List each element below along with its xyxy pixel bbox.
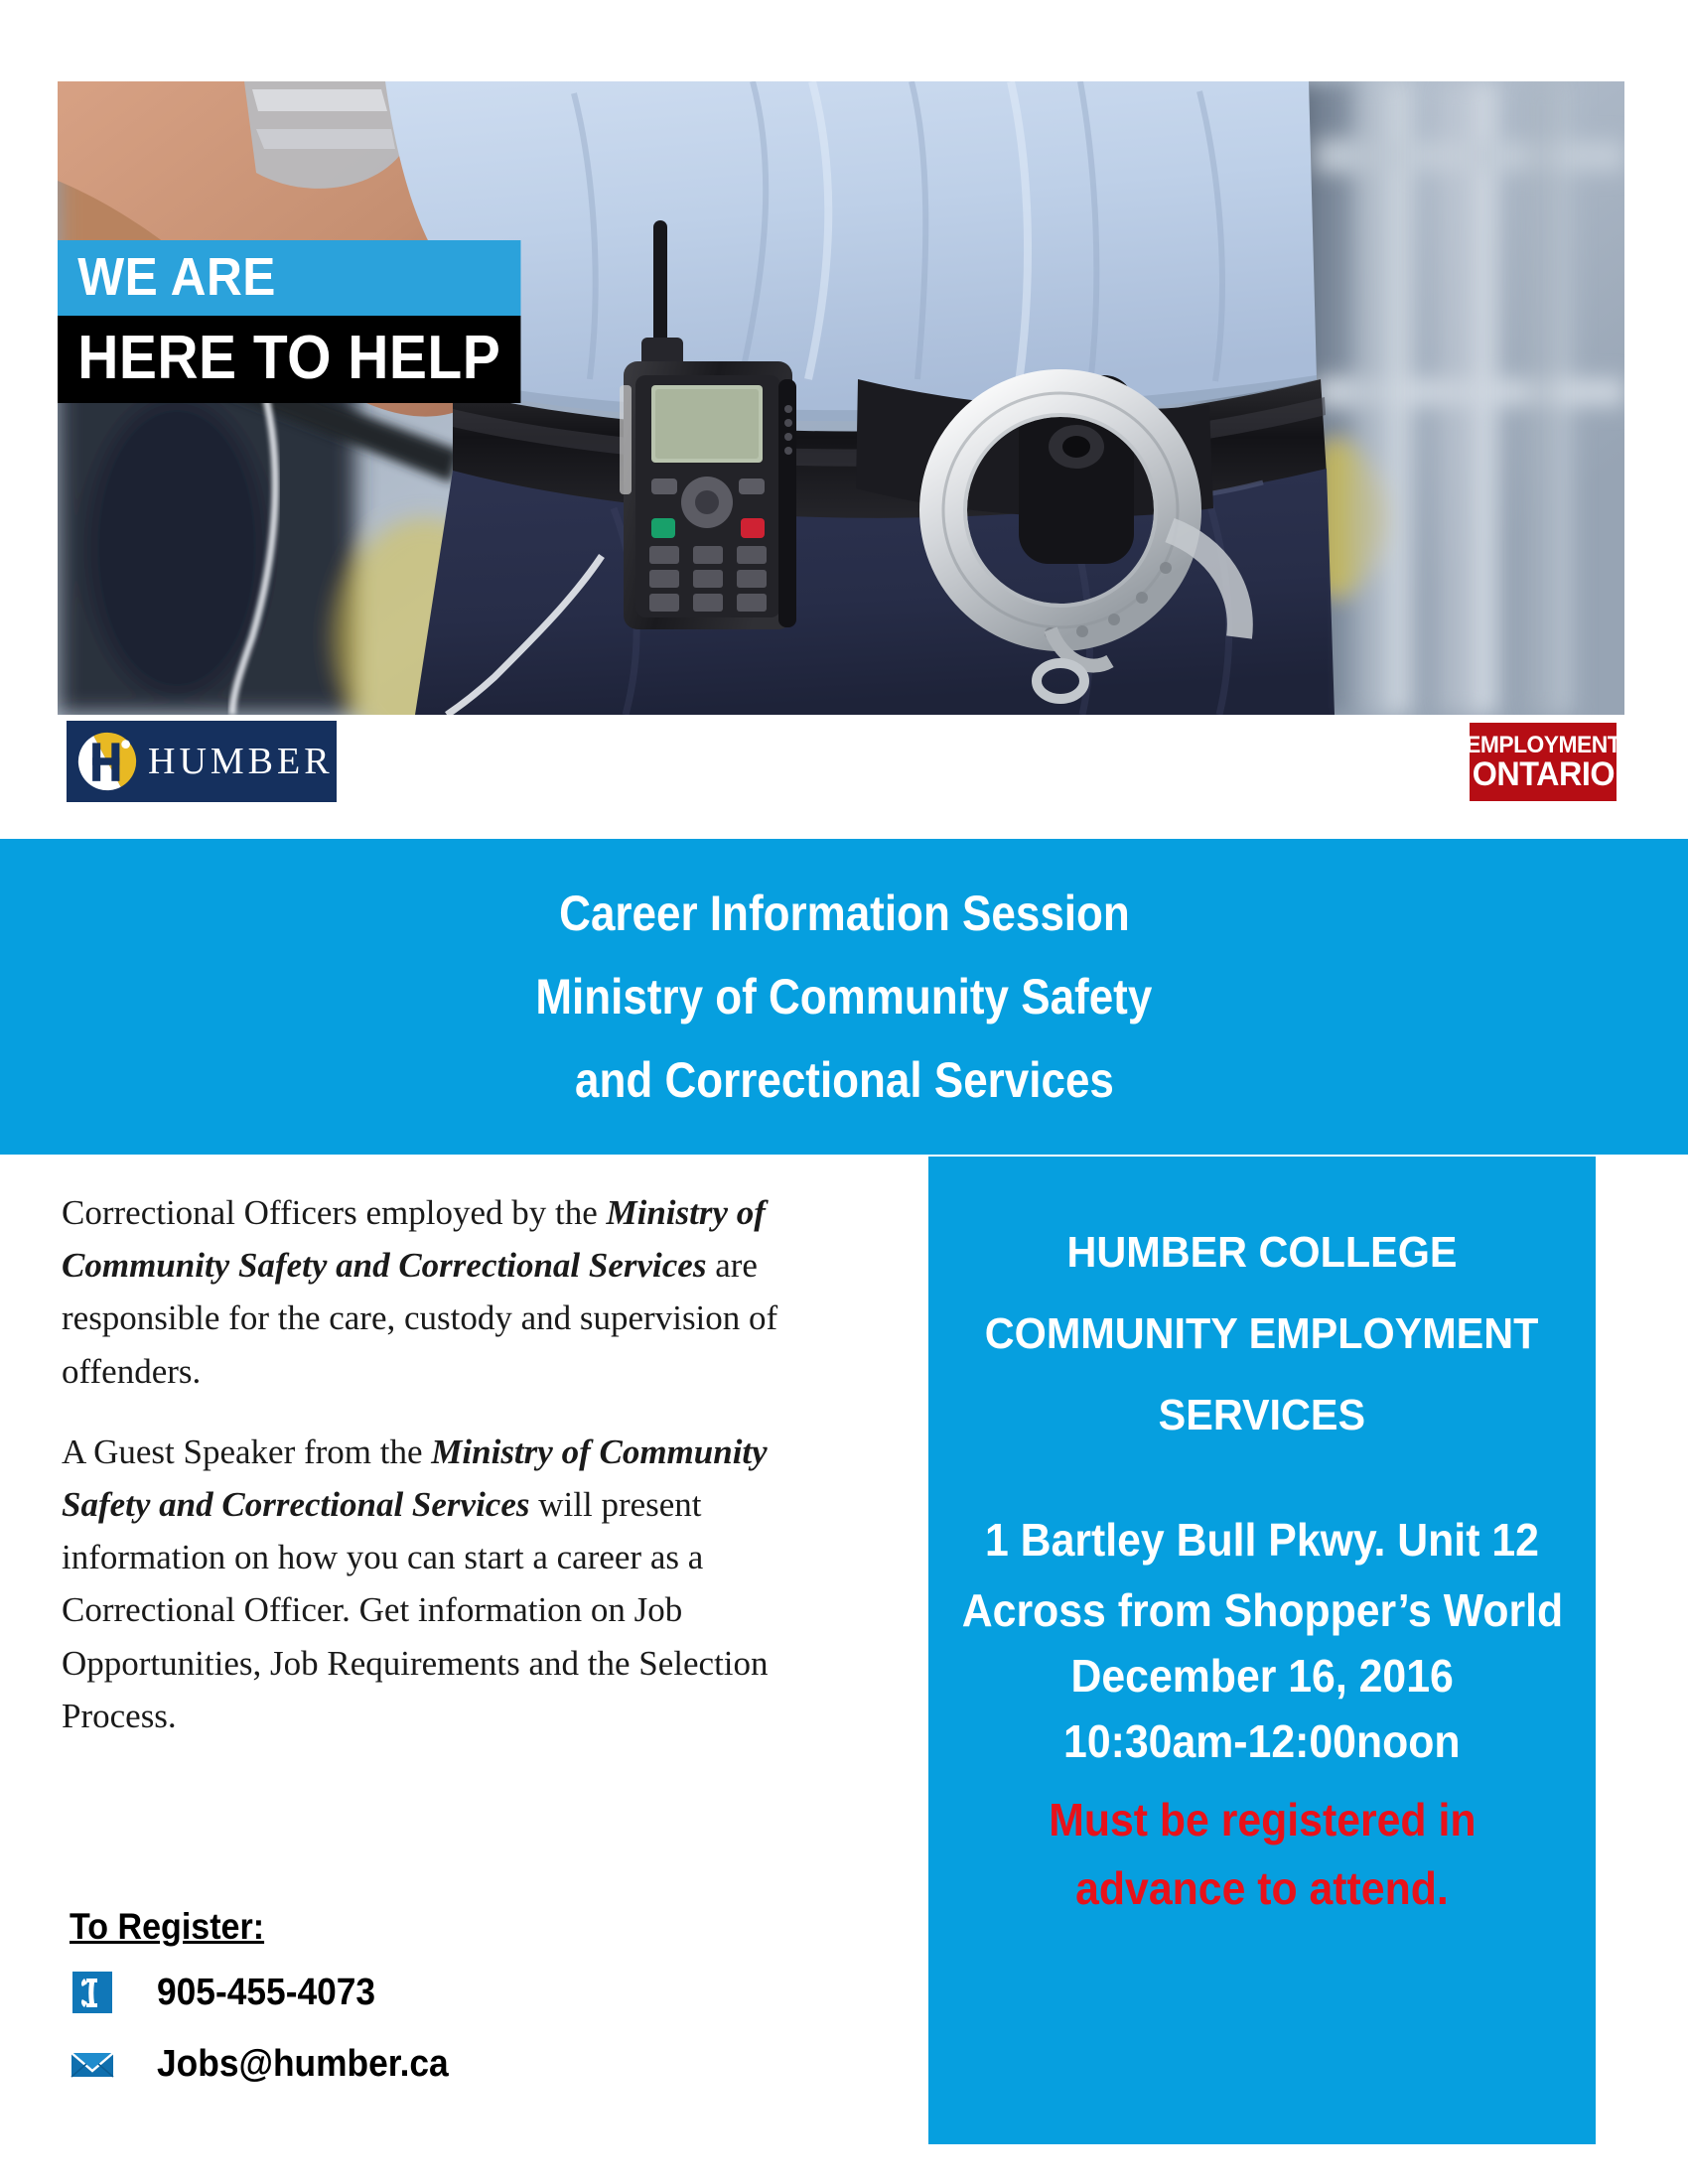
photo-overlay-tagline — [58, 240, 561, 403]
registration-warning-line-1: Must be registered in — [1048, 1794, 1477, 1845]
humber-wordmark: HUMBER — [148, 741, 334, 782]
paragraph-2-part-2: will present information on how you can start a career as a Correctional Officer. Get information on Job Opportunities, Job Requirements and the Selection Process. — [62, 1484, 769, 1735]
body-paragraph-2 — [62, 1426, 856, 1742]
envelope-icon — [70, 2041, 115, 2087]
email-address[interactable]: Jobs@humber.ca — [157, 2042, 449, 2085]
hero-photo — [58, 81, 1624, 715]
tagline-line-2: HERE TO HELP — [58, 316, 520, 403]
event-landmark: Across from Shopper’s World — [961, 1584, 1563, 1636]
body-text-column — [62, 1186, 856, 1770]
paragraph-1-emphasis: Ministry of Community Safety and Correctional Services — [62, 1193, 766, 1286]
headline-line-2: Ministry of Community Safety — [535, 969, 1153, 1024]
humber-circle-h-icon — [76, 731, 138, 792]
info-heading-line-1: HUMBER COLLEGE — [1066, 1228, 1458, 1277]
paragraph-2-emphasis: Ministry of Community Safety and Correctional Services — [62, 1432, 768, 1524]
event-info-box — [928, 1157, 1596, 2144]
event-address: 1 Bartley Bull Pkwy. Unit 12 — [985, 1514, 1539, 1566]
register-block — [70, 1906, 824, 2113]
paragraph-2-part-1: A Guest Speaker from the — [62, 1432, 432, 1471]
headline-banner — [0, 839, 1688, 1155]
registration-warning-line-2: advance to attend. — [1075, 1862, 1449, 1914]
event-date: December 16, 2016 — [1070, 1650, 1454, 1702]
employment-ontario-line-2: ONTARIO — [1472, 754, 1615, 793]
register-title: To Register: — [70, 1906, 265, 1947]
register-title-wrap — [70, 1906, 824, 1970]
logo-row — [58, 721, 1624, 812]
info-heading-line-3: SERVICES — [1158, 1391, 1366, 1439]
event-time: 10:30am-12:00noon — [1063, 1715, 1461, 1767]
contact-row-phone[interactable] — [70, 1970, 824, 2015]
headline-line-3: and Correctional Services — [574, 1052, 1114, 1108]
body-paragraph-1 — [62, 1186, 856, 1398]
contact-row-email[interactable] — [70, 2041, 824, 2087]
employment-ontario-line-1: EMPLOYMENT — [1465, 731, 1621, 758]
employment-ontario-logo — [1465, 723, 1621, 801]
paragraph-1-part-2: are responsible for the care, custody and supervision of offenders. — [62, 1246, 778, 1391]
headline-line-1: Career Information Session — [558, 886, 1130, 941]
phone-number[interactable]: 905-455-4073 — [157, 1971, 376, 2013]
paragraph-1-part-1: Correctional Officers employed by the — [62, 1193, 607, 1232]
tagline-line-1: WE ARE — [58, 240, 520, 316]
phone-icon — [70, 1970, 115, 2015]
humber-logo — [67, 721, 337, 802]
info-heading-line-2: COMMUNITY EMPLOYMENT — [985, 1309, 1539, 1358]
